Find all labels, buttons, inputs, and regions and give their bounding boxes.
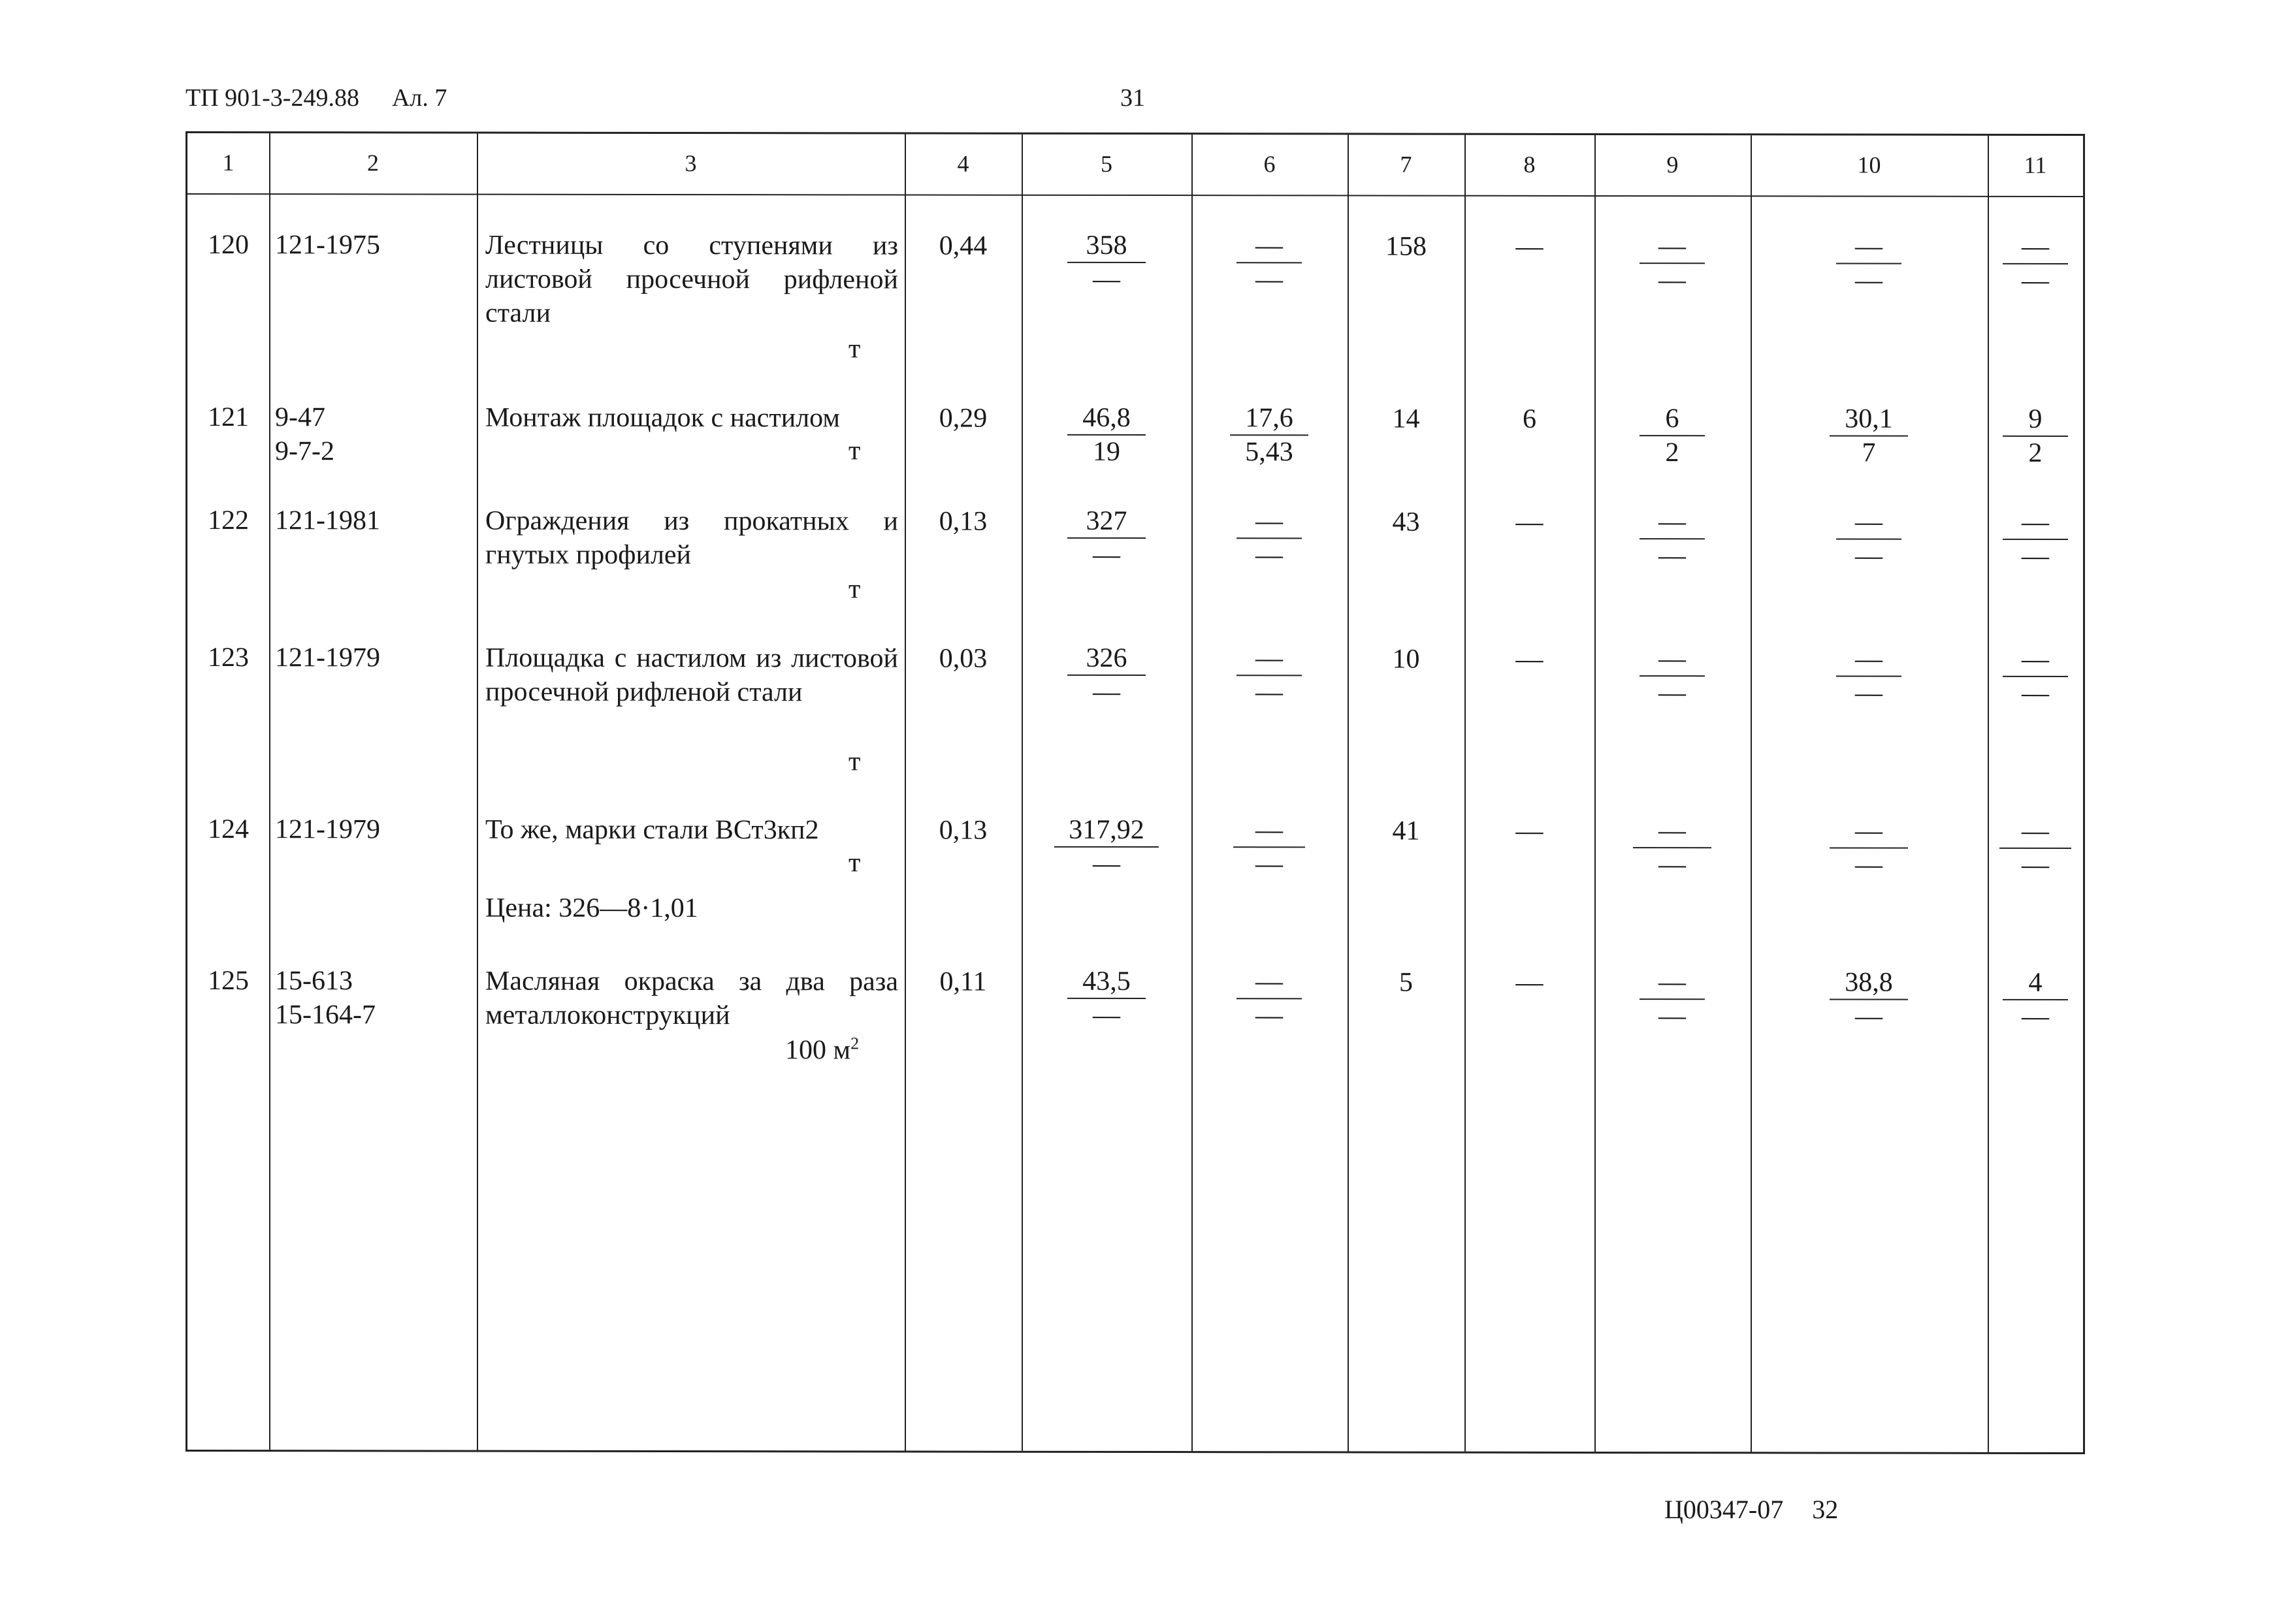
numerator: — <box>1836 505 1901 539</box>
col-divider <box>1348 135 1349 1451</box>
value-col10 <box>1830 402 1908 469</box>
norm-code: 121-1975 <box>275 230 380 261</box>
value-col11 <box>2003 231 2068 297</box>
work-description: Монтаж площадок с настилом <box>485 402 840 434</box>
value-col9 <box>1640 966 1705 1032</box>
value-col8: — <box>1515 507 1543 537</box>
unit-of-measure: т <box>848 436 861 466</box>
value-col7: 41 <box>1392 816 1420 846</box>
value-col7: 158 <box>1385 231 1427 262</box>
value-col10 <box>1836 643 1901 709</box>
numerator: — <box>1836 230 1901 264</box>
numerator: — <box>1830 814 1908 848</box>
unit-of-measure <box>785 1034 859 1066</box>
column-number: 11 <box>2024 151 2047 178</box>
value-col6 <box>1236 965 1302 1032</box>
unit-superscript: 2 <box>850 1034 860 1053</box>
work-description: Площадка с настилом из листовой просечной рифленой стали <box>485 643 898 708</box>
column-number: 2 <box>367 150 379 176</box>
denominator: — <box>1855 850 1882 880</box>
row-number: 122 <box>208 505 249 536</box>
denominator: — <box>1658 265 1686 296</box>
value-col9 <box>1640 643 1705 709</box>
col-divider <box>1988 136 1989 1452</box>
unit-of-measure: т <box>848 746 861 777</box>
numerator: — <box>1236 642 1302 676</box>
footer-code <box>1664 1494 1838 1525</box>
value-col4: 0,29 <box>939 403 988 434</box>
numerator: — <box>1836 643 1901 677</box>
column-number: 4 <box>957 150 969 177</box>
col-divider <box>1594 135 1596 1452</box>
work-description: Масляная окраска за два раза металлоконструкций <box>485 966 898 1031</box>
denominator: — <box>1255 264 1283 295</box>
denominator: — <box>2022 678 2049 709</box>
numerator: — <box>1999 815 2071 849</box>
row-number: 124 <box>208 814 249 845</box>
table-row <box>187 228 2083 364</box>
denominator: — <box>1255 1000 1283 1031</box>
column-number: 10 <box>1857 151 1881 178</box>
value-col8: 6 <box>1523 404 1536 434</box>
footer-code-text: Ц00347-07 <box>1664 1495 1784 1524</box>
denominator: 7 <box>1862 438 1876 468</box>
norm-code: 9-47 9-7-2 <box>275 402 334 467</box>
norm-code: 121-1979 <box>275 814 380 845</box>
value-col10 <box>1836 505 1901 572</box>
album-label: Ал. 7 <box>391 84 447 112</box>
col-divider <box>477 134 478 1450</box>
col-divider <box>1191 135 1193 1451</box>
numerator: 326 <box>1067 642 1146 676</box>
col-divider <box>1022 135 1023 1451</box>
row-number: 125 <box>208 966 249 996</box>
denominator: — <box>1255 540 1283 571</box>
value-col4: 0,44 <box>939 231 988 261</box>
row-number: 120 <box>208 230 249 261</box>
col-divider <box>1751 135 1752 1452</box>
numerator: 358 <box>1067 229 1146 263</box>
numerator: — <box>1236 965 1302 999</box>
norm-code: 121-1981 <box>275 505 380 536</box>
value-col4: 0,13 <box>939 815 988 846</box>
value-col8: — <box>1515 231 1543 262</box>
column-number: 3 <box>685 150 697 177</box>
value-col11 <box>1999 815 2071 882</box>
norm-code: 15-613 15-164-7 <box>275 966 376 1030</box>
numerator: 43,5 <box>1067 965 1146 999</box>
spec-table <box>186 131 2085 1454</box>
header-divider <box>187 193 2083 197</box>
denominator: — <box>1658 678 1686 709</box>
price-note: Цена: 326—8·1,01 <box>485 893 698 924</box>
denominator: — <box>1855 265 1882 296</box>
numerator: — <box>1236 229 1302 263</box>
footer-page: 32 <box>1812 1495 1839 1524</box>
value-col10 <box>1836 230 1901 296</box>
value-col9 <box>1640 402 1705 469</box>
value-col8: — <box>1515 967 1543 998</box>
numerator: — <box>1640 643 1705 677</box>
work-description: То же, марки стали ВСт3кп2 <box>485 814 819 846</box>
value-col6 <box>1236 229 1302 296</box>
value-col11 <box>2003 966 2068 1033</box>
value-col11 <box>2003 506 2068 573</box>
denominator: 5,43 <box>1245 437 1293 468</box>
unit-of-measure: т <box>848 848 861 878</box>
table-row <box>187 400 2083 468</box>
value-col11 <box>2003 643 2068 710</box>
numerator: — <box>1640 966 1705 1000</box>
norm-code: 121-1979 <box>275 643 380 673</box>
document-code <box>186 84 447 112</box>
value-col9 <box>1640 230 1705 296</box>
denominator: 19 <box>1093 436 1120 467</box>
numerator: — <box>1640 230 1705 264</box>
denominator: — <box>1093 264 1120 295</box>
denominator: — <box>2022 541 2049 571</box>
numerator: 9 <box>2003 403 2068 437</box>
value-col8: — <box>1515 816 1543 846</box>
denominator: — <box>2022 1001 2049 1032</box>
value-col10 <box>1830 966 1908 1032</box>
column-number: 5 <box>1101 150 1112 177</box>
numerator: 4 <box>2003 966 2068 1000</box>
value-col7: 5 <box>1399 967 1413 998</box>
unit-text: 100 м <box>785 1035 851 1066</box>
value-col4: 0,03 <box>939 643 988 674</box>
denominator: — <box>2022 265 2049 296</box>
value-col5 <box>1054 814 1159 880</box>
value-col6 <box>1230 402 1308 468</box>
value-col5 <box>1067 229 1146 296</box>
numerator: — <box>1236 505 1302 539</box>
numerator: 30,1 <box>1830 402 1908 436</box>
column-number: 1 <box>222 150 234 176</box>
value-col5 <box>1067 505 1146 571</box>
column-number: 9 <box>1666 151 1679 178</box>
column-number: 8 <box>1523 151 1536 178</box>
denominator: — <box>1658 850 1686 880</box>
numerator: — <box>2003 506 2068 540</box>
denominator: — <box>1255 677 1283 708</box>
doc-code-text: ТП 901-3-249.88 <box>186 84 359 112</box>
work-description: Ограждения из прокатных и гнутых профилей <box>485 505 898 571</box>
numerator: 17,6 <box>1230 402 1308 436</box>
row-number: 123 <box>208 643 249 673</box>
work-description: Лестницы со ступенями из листовой просечной рифленой стали <box>485 230 898 328</box>
value-col5 <box>1067 642 1146 709</box>
denominator: — <box>1093 677 1120 707</box>
col-divider <box>905 135 906 1451</box>
denominator: — <box>1255 849 1283 880</box>
col-divider <box>1464 135 1466 1452</box>
denominator: — <box>1658 1001 1686 1032</box>
value-col7: 10 <box>1392 644 1420 675</box>
col-divider <box>269 133 270 1450</box>
value-col6 <box>1236 642 1302 709</box>
denominator: — <box>1855 541 1882 571</box>
table-row <box>187 641 2083 777</box>
value-col4: 0,11 <box>939 966 987 997</box>
value-col8: — <box>1515 644 1543 675</box>
denominator: 2 <box>1665 438 1679 468</box>
numerator: 46,8 <box>1067 402 1146 436</box>
value-col7: 43 <box>1392 507 1420 537</box>
value-col6 <box>1236 505 1302 571</box>
denominator: — <box>2022 850 2049 880</box>
row-number: 121 <box>208 402 249 433</box>
denominator: — <box>1093 848 1120 879</box>
numerator: — <box>2003 643 2068 677</box>
value-col9 <box>1633 814 1711 881</box>
numerator: — <box>2003 231 2068 264</box>
column-number: 7 <box>1400 151 1412 178</box>
denominator: — <box>1093 1000 1120 1030</box>
denominator: — <box>1093 539 1120 570</box>
table-row <box>187 503 2083 605</box>
table-row <box>187 964 2083 1066</box>
unit-of-measure: т <box>848 574 861 605</box>
value-col5 <box>1067 402 1146 468</box>
denominator: — <box>1658 541 1686 571</box>
numerator: — <box>1233 814 1305 848</box>
unit-of-measure: т <box>848 334 861 364</box>
page-number: 31 <box>1120 84 1145 112</box>
value-col5 <box>1067 965 1146 1032</box>
numerator: — <box>1633 814 1711 848</box>
denominator: 2 <box>2028 438 2043 468</box>
value-col11 <box>2003 403 2068 470</box>
numerator: 327 <box>1067 505 1146 539</box>
value-col10 <box>1830 814 1908 881</box>
denominator: — <box>1855 678 1882 709</box>
value-col4: 0,13 <box>939 506 988 537</box>
value-col6 <box>1233 814 1305 880</box>
numerator: 6 <box>1640 402 1705 436</box>
numerator: — <box>1640 505 1705 539</box>
table-row <box>187 812 2083 924</box>
numerator: 317,92 <box>1054 814 1159 848</box>
value-col9 <box>1640 505 1705 572</box>
column-number: 6 <box>1263 151 1276 178</box>
numerator: 38,8 <box>1830 966 1908 1000</box>
value-col7: 14 <box>1392 404 1420 434</box>
denominator: — <box>1855 1001 1882 1032</box>
